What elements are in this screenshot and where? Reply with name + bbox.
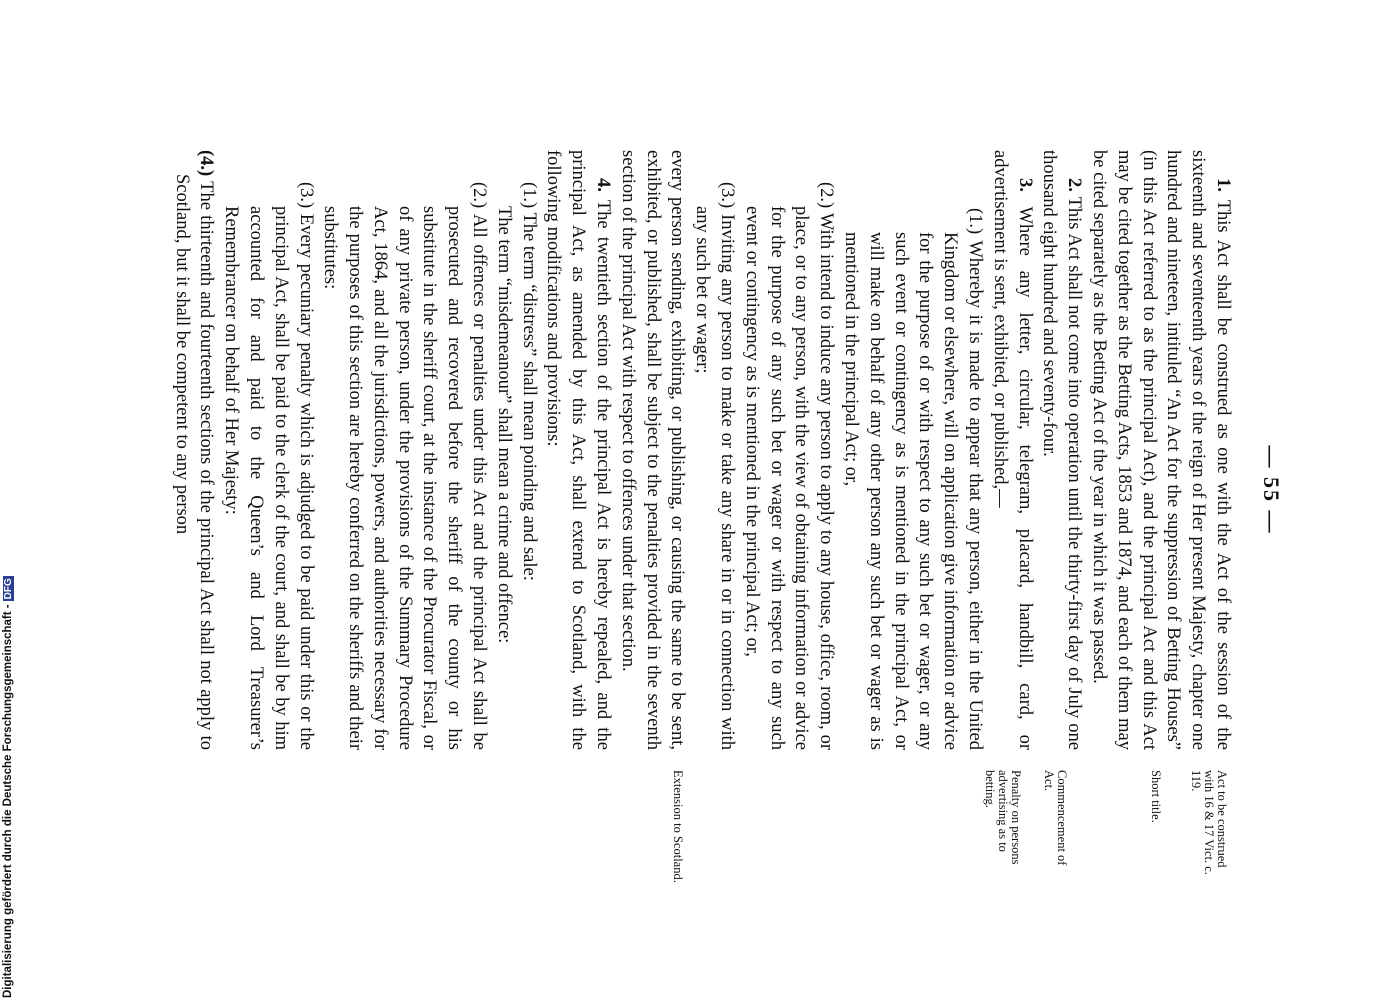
section-number: 3. (1014, 178, 1035, 192)
margin-note-short-title: Short title. (1149, 770, 1163, 823)
clause-number: (2.) (469, 182, 490, 209)
section-2 (1037, 150, 1087, 750)
page-number: — 55 — (1259, 445, 1284, 535)
section-3-tail: every person sending, exhibiting, or publishing, or causing the same to be sent, exhibited, or published, shall be subject to the penalties provided in the seventh section of the principal Act with respect to offences under that section. (617, 150, 688, 750)
section-1 (1086, 150, 1235, 750)
document-body (169, 150, 1235, 750)
section-number: 4. (593, 178, 614, 192)
clause-number: (4.) (196, 150, 217, 177)
section-3-clause-1 (838, 150, 987, 750)
margin-note-commencement: Commencement of Act. (1042, 770, 1069, 866)
digitization-credit (2, 578, 18, 998)
section-number: 1. (1213, 178, 1233, 192)
clause-number: (1.) (965, 208, 986, 235)
clause-text: Inviting any person to make or take any share in or in connection with any such bet or wager; (692, 206, 738, 751)
section-3-clause-3 (689, 150, 739, 750)
clause-text: The term “distress” shall mean poinding and sale: (518, 212, 539, 581)
clause-text: Whereby it is made to appear that any person, either in the United Kingdom or elsewhere, will on application give information or advice for the purpose of or with respect to any such bet or wager, or any such event or contingency as is mentioned in the principal Act, or will make on behalf of any other person any such bet or wager as is mentioned in the principal Act; or, (841, 232, 986, 750)
margin-note-scotland: Extension to Scotland. (671, 770, 685, 883)
clause-number: (3.) (717, 182, 738, 209)
credit-text: Digitalisierung gefördert durch die Deutsche Forschungsgemeinschaft - (2, 604, 14, 998)
section-4 (541, 150, 615, 750)
clause-text: With intend to induce any person to apply to any house, office, room, or place, or to any person, with the view of obtaining information or advice for the purpose of any such bet or wager or with respect to any such event or contingency as is mentioned in the principal Act; or, (741, 206, 837, 750)
clause-number: (1.) (518, 182, 539, 209)
clause-text: Every pecuniary penalty which is adjudged to be paid under this or the principal Act, shall be paid to the clerk of the court, and shall be by him accounted for and paid to the Queen’s and Lord Treasurer’s Remembrancer on behalf of Her Majesty: (221, 206, 316, 750)
section-4-clause-1b: The term “misdemeanour” shall mean a crime and offence: (493, 206, 514, 644)
section-text: This Act shall not come into operation until the thirty-first day of July one thousand eight hundred and seventy-four. (1039, 150, 1085, 750)
section-4-clause-4 (169, 150, 219, 750)
margin-note-penalty: Penalty on persons advertising as to betting. (983, 770, 1023, 865)
document-page (90, 90, 1290, 890)
dfg-logo: DFG (3, 578, 14, 600)
clause-text: All offences or penalties under this Act and the principal Act shall be prosecuted and recovered before the sheriff of the county or his substitute in the sheriff court, at the instance of the Procurator Fiscal, or of any private person, under the provisions of the Summary Procedure Act, 1864, and all the jurisdictions, powers, and authorities necessary for the purposes of this section are hereby conferred on the sheriffs and their substitutes: (320, 206, 490, 750)
section-text: The twentieth section of the principal Act is hereby repealed, and the principal Act, as amended by this Act, shall extend to Scotland, with the following modifications and provisions: (543, 150, 614, 750)
clause-text: The thirteenth and fourteenth sections of the principal Act shall not apply to Scotland, but it shall be competent to any person (171, 174, 217, 750)
section-text: This Act shall be construed as one with the Act of the session of the sixteenth and seventeenth years of the reign of Her present Majesty, chapter one hundred and nineteen, intituled “An Act for the suppression of Betting Houses” (in this Act referred to as the principal Act), and the principal Act and this Act may be cited together as the Betting Acts, 1853 and 1874, and each of them may be cited separately as the Betting Act of the year in which it was passed. (1089, 150, 1233, 750)
clause-number: (2.) (816, 182, 837, 209)
margin-note-construed: Act to be construed with 16 & 17 Vict. c. 119. (1189, 770, 1229, 875)
section-4-clause-3 (218, 150, 317, 750)
section-4-clause-2 (318, 150, 492, 750)
section-text: Where any letter, circular, telegram, placard, handbill, card, or advertisement is sent, exhibited, or published,— (989, 150, 1035, 750)
clause-number: (3.) (295, 182, 316, 209)
section-3-clause-2 (739, 150, 838, 750)
section-number: 2. (1064, 178, 1085, 192)
section-4-clause-1 (516, 150, 541, 750)
section-3 (987, 150, 1037, 750)
